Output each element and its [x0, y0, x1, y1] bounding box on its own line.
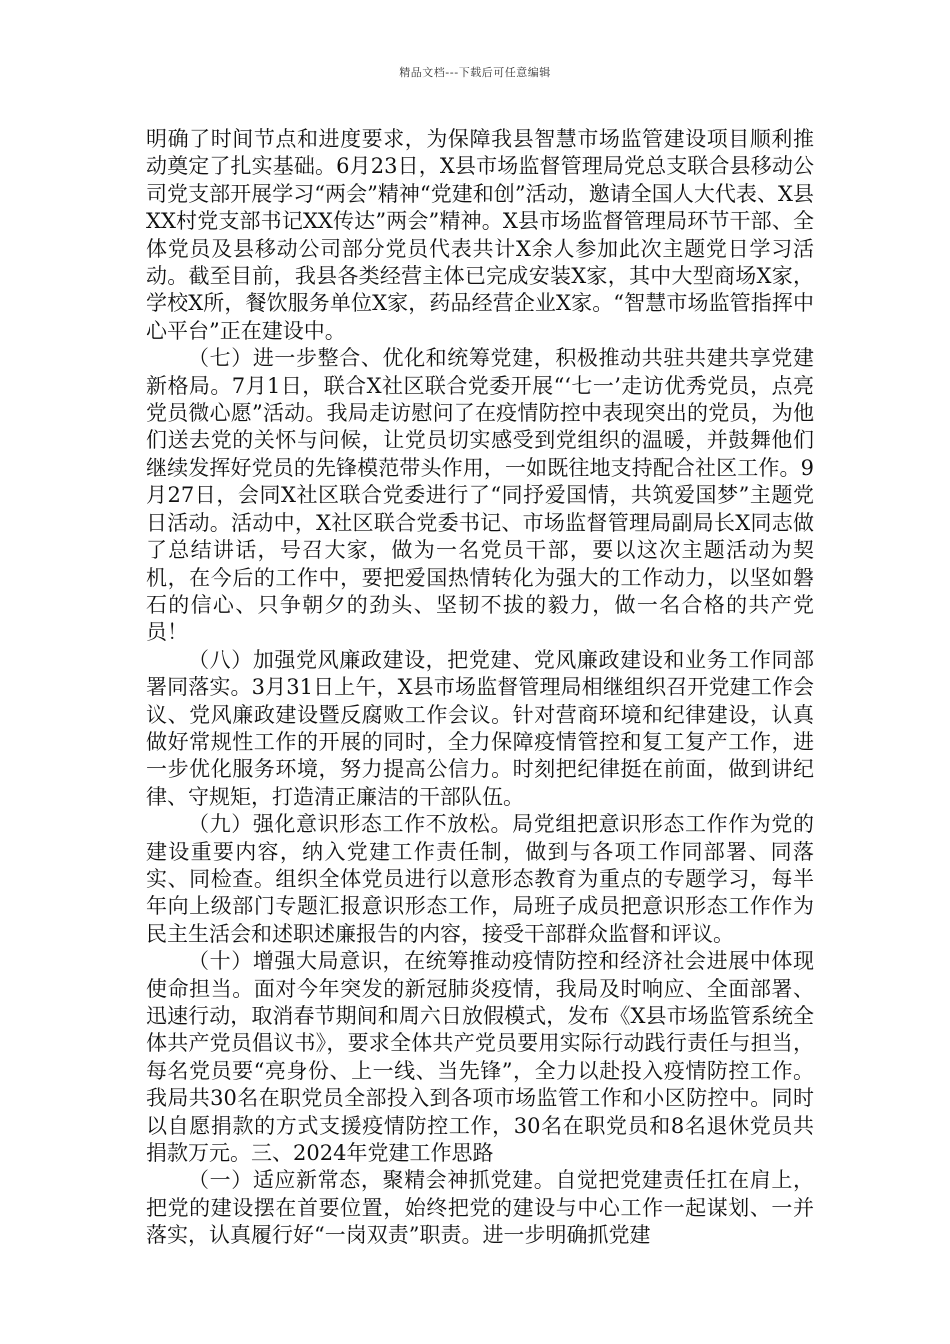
document-body [146, 126, 814, 1250]
paragraph-section-9: （九）强化意识形态工作不放松。局党组把意识形态工作作为党的建设重要内容，纳入党建工作责任制，做到与各项工作同部署、同落实、同检查。组织全体党员进行以意形态教育为重点的专题学习，每半年向上级部门专题汇报意识形态工作，局班子成员把意识形态工作作为民主生活会和述职述廉报告的内容，接受干部群众监督和评议。 [146, 812, 814, 946]
page-header: 精品文档---下载后可任意编辑 [399, 66, 551, 79]
paragraph-continuation: 明确了时间节点和进度要求，为保障我县智慧市场监管建设项目顺利推动奠定了扎实基础。6月23日，X县市场监督管理局党总支联合县移动公司党支部开展学习“两会”精神“党建和创”活动，邀请全国人大代表、X县XX村党支部书记XX传达”两会”精神。X县市场监督管理局环节干部、全体党员及县移动公司部分党员代表共计X余人参加此次主题党日学习活动。截至目前，我县各类经营主体已完成安装X家，其中大型商场X家，学校X所，餐饮服务单位X家，药品经营企业X家。“智慧市场监管指挥中心平台”正在建设中。 [146, 127, 814, 343]
paragraph-section-8: （八）加强党风廉政建设，把党建、党风廉政建设和业务工作同部署同落实。3月31日上午，X县市场监督管理局相继组织召开党建工作会议、党风廉政建设暨反腐败工作会议。针对营商环境和纪律建设，认真做好常规性工作的开展的同时，全力保障疫情管控和复工复产工作，进一步优化服务环境，努力提高公信力。时刻把纪律挺在前面，做到讲纪律、守规矩，打造清正廉洁的干部队伍。 [146, 647, 814, 809]
paragraph-section-10: （十）增强大局意识，在统筹推动疫情防控和经济社会进展中体现使命担当。面对今年突发的新冠肺炎疫情，我局及时响应、全面部署、迅速行动，取消春节期间和周六日放假模式，发布《X县市场监管系统全体共产党员倡议书》，要求全体共产党员要用实际行动践行责任与担当，每名党员要“亮身份、上一线、当先锋”，全力以赴投入疫情防控工作。我局共30名在职党员全部投入到各项市场监管工作和小区防控中。同时以自愿捐款的方式支援疫情防控工作，30名在职党员和8名退休党员共捐款万元。三、2024年党建工作思路 [146, 949, 814, 1166]
paragraph-section-7: （七）进一步整合、优化和统筹党建，积极推动共驻共建共享党建新格局。7月1日，联合X社区联合党委开展“‘七一’走访优秀党员，点亮党员微心愿”活动。我局走访慰问了在疫情防控中表现突出的党员，为他们送去党的关怀与问候，让党员切实感受到党组织的温暖，并鼓舞他们继续发挥好党员的先锋模范带头作用，一如既往地支持配合社区工作。9月27日，会同X社区联合党委进行了“同抒爱国情，共筑爱国梦”主题党日活动。活动中，X社区联合党委书记、市场监督管理局副局长X同志做了总结讲话，号召大家，做为一名党员干部，要以这次主题活动为契机，在今后的工作中，要把爱国热情转化为强大的工作动力，以坚如磐石的信心、只争朝夕的劲头、坚韧不拔的毅力，做一名合格的共产党员！ [146, 346, 814, 645]
paragraph-plan-1: （一）适应新常态，聚精会神抓党建。自觉把党建责任扛在肩上，把党的建设摆在首要位置，始终把党的建设与中心工作一起谋划、一并落实，认真履行好“一岗双责”职责。进一步明确抓党建 [146, 1168, 814, 1248]
